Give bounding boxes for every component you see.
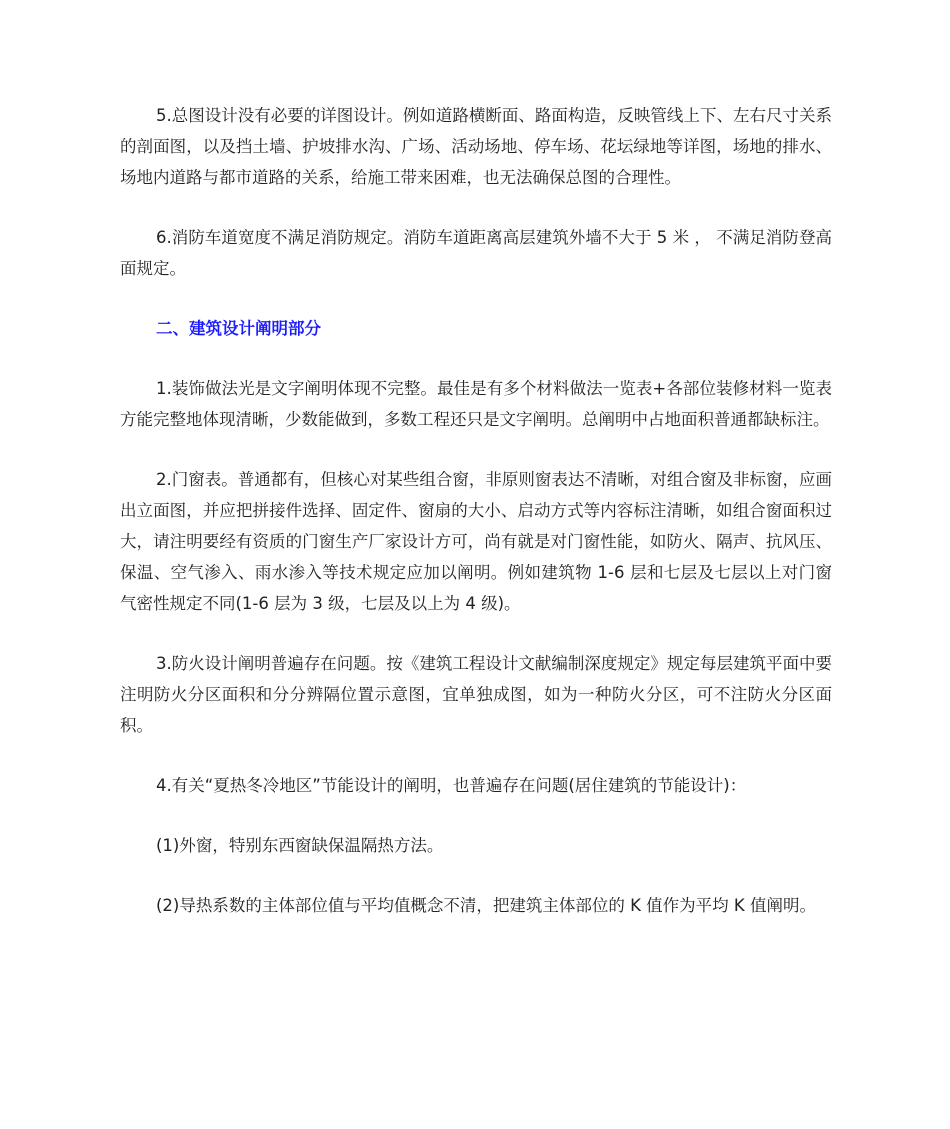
- paragraph-6-fire-lane: 6.消防车道宽度不满足消防规定。消防车道距离高层建筑外墙不大于 5 米 ， 不满足消防登高面规定。: [120, 228, 832, 278]
- paragraph-2-door-window: 2.门窗表。普通都有，但核心对某些组合窗，非原则窗表达不清晰，对组合窗及非标窗，应画出立面图，并应把拼接件选择、固定件、窗扇的大小、启动方式等内容标注清晰，如组合窗面积过大，请注明要经有资质的门窗生产厂家设计方可，尚有就是对门窗性能，如防火、隔声、抗风压、保温、空气渗入、雨水渗入等技术规定应加以阐明。例如建筑物 1-6 层和七层及七层以上对门窗气密性规定不同(1-6 层为 3 级，七层及以上为 4 级)。: [120, 470, 832, 613]
- paragraph-spacer: [120, 435, 832, 464]
- paragraph-5-site-plan: 5.总图设计没有必要的详图设计。例如道路横断面、路面构造，反映管线上下、左右尺寸关系的剖面图，以及挡土墙、护坡排水沟、广场、活动场地、停车场、花坛绿地等详图，场地的排水、场地内道路与都市道路的关系，给施工带来困难，也无法确保总图的合理性。: [120, 106, 832, 187]
- paragraph-spacer: [120, 193, 832, 222]
- paragraph-spacer: [120, 619, 832, 648]
- paragraph-spacer: [120, 741, 832, 770]
- paragraph-sub-1-windows: (1)外窗，特别东西窗缺保温隔热方法。: [156, 836, 444, 855]
- paragraph-4-energy: 4.有关“夏热冬冷地区”节能设计的阐明，也普遍存在问题(居住建筑的节能设计)：: [156, 776, 747, 795]
- paragraph-spacer: [120, 861, 832, 890]
- paragraph-1-decoration: 1.装饰做法光是文字阐明体现不完整。最佳是有多个材料做法一览表+各部位装修材料一览表方能完整地体现清晰，少数能做到，多数工程还只是文字阐明。总阐明中占地面积普通都缺标注。: [120, 379, 832, 429]
- paragraph-spacer: [120, 284, 832, 313]
- paragraph-sub-2-k-value: (2)导热系数的主体部位值与平均值概念不清，把建筑主体部位的 K 值作为平均 K 值阐明。: [156, 896, 816, 915]
- section-heading-architecture: 二、建筑设计阐明部分: [156, 319, 321, 338]
- paragraph-3-fire-design: 3.防火设计阐明普遍存在问题。按《建筑工程设计文献编制深度规定》规定每层建筑平面中要注明防火分区面积和分分辨隔位置示意图，宜单独成图，如为一种防火分区，可不注防火分区面积。: [120, 654, 832, 735]
- document-page: [120, 100, 832, 921]
- paragraph-spacer: [120, 801, 832, 830]
- paragraph-spacer: [120, 344, 832, 373]
